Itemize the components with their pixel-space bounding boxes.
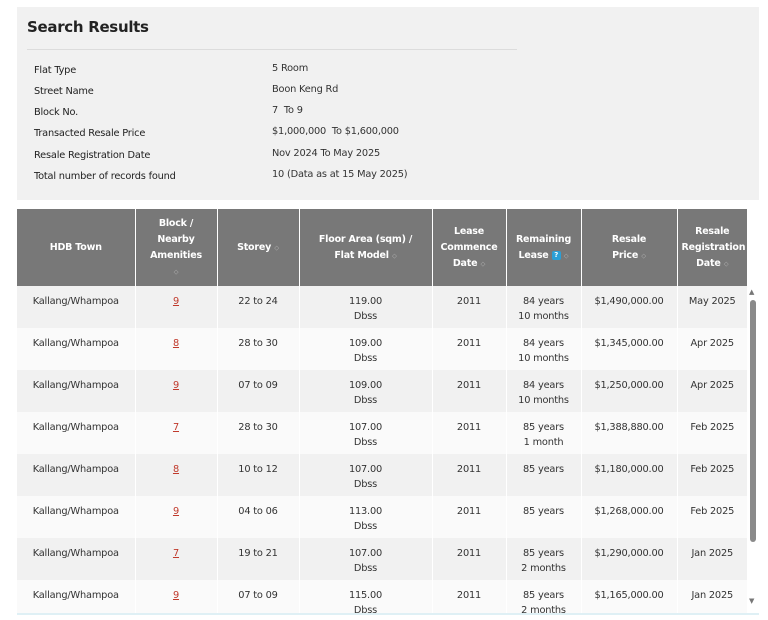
cell-registration-date: Feb 2025	[677, 412, 747, 454]
table-row	[17, 328, 747, 370]
cell-block	[135, 538, 217, 580]
cell-block	[135, 328, 217, 370]
cell-lease-date: 2011	[432, 496, 506, 538]
cell-registration-date: Jan 2025	[677, 580, 747, 613]
cell-remaining-lease: 84 years 10 months	[506, 328, 581, 370]
sort-icon[interactable]: ⬦	[391, 251, 397, 260]
cell-registration-date: Apr 2025	[677, 370, 747, 412]
summary-label-reg-date: Resale Registration Date	[34, 150, 151, 161]
cell-floor-area: 107.00 Dbss	[299, 538, 432, 580]
help-icon[interactable]: ?	[552, 251, 561, 260]
cell-lease-date: 2011	[432, 538, 506, 580]
cell-remaining-lease: 85 years 2 months	[506, 538, 581, 580]
cell-block	[135, 370, 217, 412]
summary-label-flat-type: Flat Type	[34, 65, 77, 76]
col-header-remaining-lease[interactable]: Remaining Lease ? ⬦	[506, 209, 581, 286]
cell-lease-date: 2011	[432, 328, 506, 370]
cell-remaining-lease: 84 years 10 months	[506, 370, 581, 412]
sort-icon[interactable]: ⬦	[274, 243, 279, 252]
scrollbar-thumb[interactable]	[750, 300, 756, 542]
cell-floor-area: 109.00 Dbss	[299, 328, 432, 370]
table-row	[17, 538, 747, 580]
table-row	[17, 496, 747, 538]
block-link[interactable]: 9	[172, 296, 180, 307]
summary-value-records: 10 (Data as at 15 May 2025)	[272, 169, 408, 180]
cell-registration-date: Apr 2025	[677, 328, 747, 370]
cell-resale-price: $1,345,000.00	[581, 328, 677, 370]
sort-icon[interactable]: ⬦	[723, 259, 729, 268]
cell-remaining-lease: 85 years	[506, 496, 581, 538]
cell-storey: 07 to 09	[217, 580, 299, 613]
block-link[interactable]: 9	[172, 380, 180, 391]
block-link[interactable]: 7	[172, 548, 180, 559]
cell-storey: 22 to 24	[217, 286, 299, 328]
cell-town: Kallang/Whampoa	[17, 328, 135, 370]
cell-block	[135, 496, 217, 538]
scroll-down-arrow-icon[interactable]: ▼	[749, 597, 755, 605]
cell-lease-date: 2011	[432, 412, 506, 454]
cell-resale-price: $1,268,000.00	[581, 496, 677, 538]
block-link[interactable]: 8	[172, 338, 180, 349]
cell-resale-price: $1,165,000.00	[581, 580, 677, 613]
cell-lease-date: 2011	[432, 454, 506, 496]
table-row	[17, 580, 747, 613]
cell-block	[135, 286, 217, 328]
cell-remaining-lease: 84 years 10 months	[506, 286, 581, 328]
cell-storey: 28 to 30	[217, 328, 299, 370]
col-header-town: HDB Town	[17, 209, 135, 286]
summary-value-flat-type: 5 Room	[272, 63, 309, 74]
cell-town: Kallang/Whampoa	[17, 412, 135, 454]
cell-town: Kallang/Whampoa	[17, 496, 135, 538]
cell-floor-area: 119.00 Dbss	[299, 286, 432, 328]
block-link[interactable]: 9	[172, 590, 180, 601]
cell-registration-date: Feb 2025	[677, 454, 747, 496]
cell-lease-date: 2011	[432, 370, 506, 412]
page-title: Search Results	[27, 18, 149, 36]
summary-value-block: 7 To 9	[272, 105, 303, 116]
summary-label-street: Street Name	[34, 86, 94, 97]
cell-resale-price: $1,388,880.00	[581, 412, 677, 454]
cell-block	[135, 454, 217, 496]
cell-town: Kallang/Whampoa	[17, 286, 135, 328]
cell-storey: 10 to 12	[217, 454, 299, 496]
title-divider	[27, 49, 517, 50]
block-link[interactable]: 7	[172, 422, 180, 433]
sort-icon[interactable]: ⬦	[563, 251, 569, 260]
sort-icon[interactable]: ⬦	[173, 267, 179, 276]
cell-town: Kallang/Whampoa	[17, 454, 135, 496]
table-scrollbar[interactable]	[747, 288, 759, 613]
cell-block	[135, 580, 217, 613]
cell-floor-area: 115.00 Dbss	[299, 580, 432, 613]
cell-town: Kallang/Whampoa	[17, 370, 135, 412]
cell-lease-date: 2011	[432, 580, 506, 613]
cell-registration-date: Jan 2025	[677, 538, 747, 580]
cell-storey: 19 to 21	[217, 538, 299, 580]
cell-resale-price: $1,290,000.00	[581, 538, 677, 580]
cell-town: Kallang/Whampoa	[17, 580, 135, 613]
cell-resale-price: $1,490,000.00	[581, 286, 677, 328]
cell-storey: 28 to 30	[217, 412, 299, 454]
summary-label-block: Block No.	[34, 107, 79, 118]
cell-floor-area: 109.00 Dbss	[299, 370, 432, 412]
table-row	[17, 370, 747, 412]
cell-remaining-lease: 85 years 1 month	[506, 412, 581, 454]
cell-floor-area: 107.00 Dbss	[299, 412, 432, 454]
results-table-container[interactable]	[17, 209, 759, 613]
summary-label-records: Total number of records found	[34, 171, 176, 182]
col-header-lease-date[interactable]: Lease Commence Date ⬦	[432, 209, 506, 286]
col-header-floor-area[interactable]: Floor Area (sqm) / Flat Model ⬦	[299, 209, 432, 286]
search-summary-panel	[17, 7, 759, 200]
results-table	[17, 209, 747, 613]
summary-value-street: Boon Keng Rd	[272, 84, 339, 95]
table-row	[17, 454, 747, 496]
cell-lease-date: 2011	[432, 286, 506, 328]
cell-resale-price: $1,180,000.00	[581, 454, 677, 496]
col-header-storey[interactable]: Storey ⬦	[217, 209, 299, 286]
cell-town: Kallang/Whampoa	[17, 538, 135, 580]
cell-block	[135, 412, 217, 454]
sort-icon[interactable]: ⬦	[480, 259, 486, 268]
summary-label-price: Transacted Resale Price	[34, 128, 146, 139]
table-row	[17, 286, 747, 328]
cell-storey: 07 to 09	[217, 370, 299, 412]
col-header-resale-price[interactable]: Resale Price ⬦	[581, 209, 677, 286]
summary-value-price: $1,000,000 To $1,600,000	[272, 126, 399, 137]
block-link[interactable]: 8	[172, 464, 180, 475]
summary-value-reg-date: Nov 2024 To May 2025	[272, 148, 381, 159]
table-row	[17, 412, 747, 454]
col-header-registration-date[interactable]: Resale Registration Date ⬦	[677, 209, 747, 286]
cell-remaining-lease: 85 years 2 months	[506, 580, 581, 613]
cell-resale-price: $1,250,000.00	[581, 370, 677, 412]
block-link[interactable]: 9	[172, 506, 180, 517]
col-header-block[interactable]: Block / Nearby Amenities ⬦	[135, 209, 217, 286]
sort-icon[interactable]: ⬦	[641, 251, 646, 260]
cell-floor-area: 113.00 Dbss	[299, 496, 432, 538]
cell-registration-date: Feb 2025	[677, 496, 747, 538]
table-header-row	[17, 209, 747, 286]
scroll-up-arrow-icon[interactable]: ▲	[749, 288, 755, 296]
cell-registration-date: May 2025	[677, 286, 747, 328]
table-bottom-border	[17, 613, 759, 615]
cell-floor-area: 107.00 Dbss	[299, 454, 432, 496]
cell-storey: 04 to 06	[217, 496, 299, 538]
cell-remaining-lease: 85 years	[506, 454, 581, 496]
